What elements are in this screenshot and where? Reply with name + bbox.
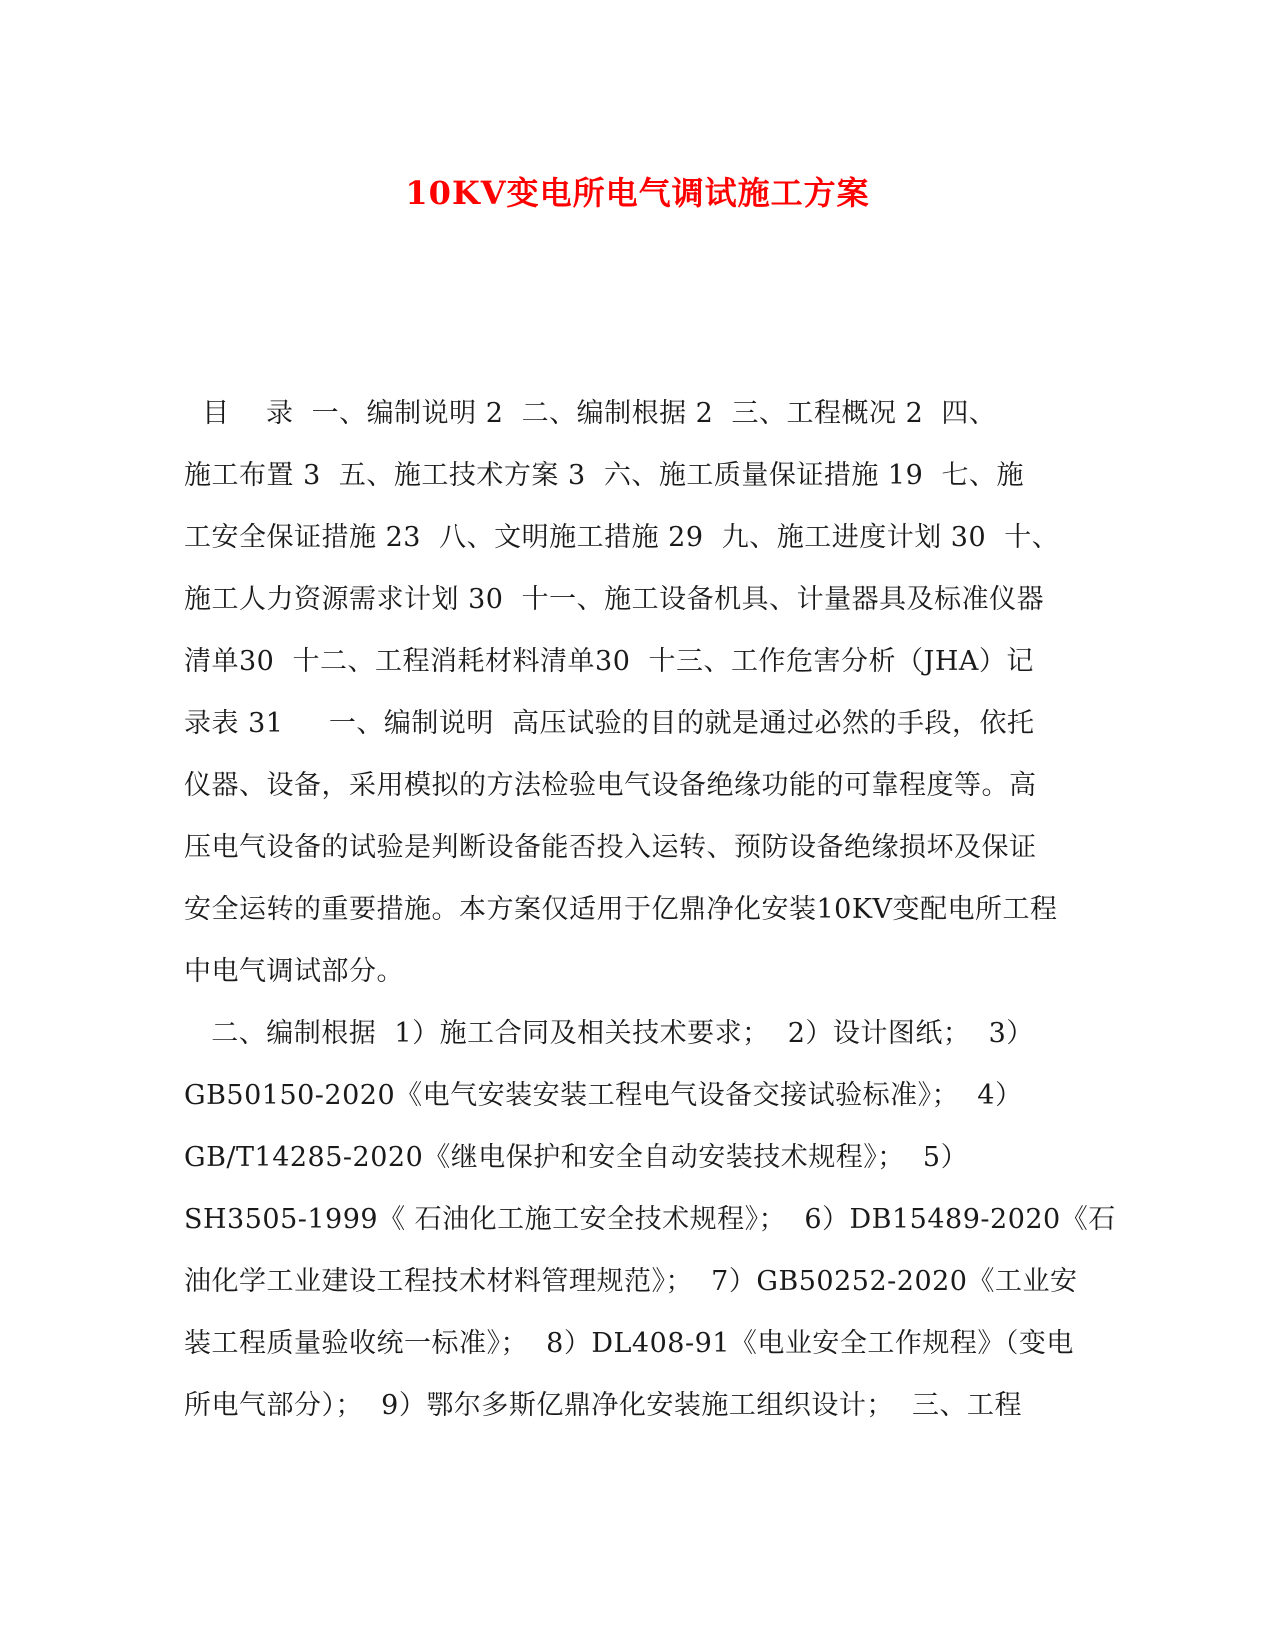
- body-line: GB/T14285-2020《继电保护和安全自动安装技术规程》； 5）: [184, 1142, 969, 1173]
- body-line: 目 录 一、编制说明 2 二、编制根据 2 三、工程概况 2 四、: [184, 398, 997, 429]
- body-line: 工安全保证措施 23 八、文明施工措施 29 九、施工进度计划 30 十、: [184, 522, 1060, 553]
- body-line: 所电气部分）； 9）鄂尔多斯亿鼎净化安装施工组织设计； 三、工程: [184, 1390, 1023, 1421]
- body-line: SH3505-1999《 石油化工施工安全技术规程》； 6）DB15489-2020《石: [184, 1204, 1116, 1235]
- body-line: 施工布置 3 五、施工技术方案 3 六、施工质量保证措施 19 七、施: [184, 460, 1024, 491]
- body-line: 施工人力资源需求计划 30 十一、施工设备机具、计量器具及标准仪器: [184, 584, 1045, 615]
- body-line: 清单30 十二、工程消耗材料清单30 十三、工作危害分析（JHA）记: [184, 646, 1034, 677]
- body-line: 压电气设备的试验是判断设备能否投入运转、预防设备绝缘损坏及保证: [184, 832, 1037, 863]
- body-line: 二、编制根据 1）施工合同及相关技术要求； 2）设计图纸； 3）: [184, 1018, 1034, 1049]
- document-title: 10KV变电所电气调试施工方案: [405, 174, 870, 212]
- body-line: 装工程质量验收统一标准》； 8）DL408-91《电业安全工作规程》（变电: [184, 1328, 1074, 1359]
- body-line: 中电气调试部分。: [184, 956, 404, 987]
- body-line: 仪器、设备，采用模拟的方法检验电气设备绝缘功能的可靠程度等。高: [184, 770, 1037, 801]
- body-line: 油化学工业建设工程技术材料管理规范》； 7）GB50252-2020《工业安: [184, 1266, 1078, 1297]
- body-line: GB50150-2020《电气安装安装工程电气设备交接试验标准》； 4）: [184, 1080, 1023, 1111]
- body-line: 录表 31 一、编制说明 高压试验的目的就是通过必然的手段，依托: [184, 708, 1035, 739]
- body-line: 安全运转的重要措施。本方案仅适用于亿鼎净化安装10KV变配电所工程: [184, 894, 1058, 925]
